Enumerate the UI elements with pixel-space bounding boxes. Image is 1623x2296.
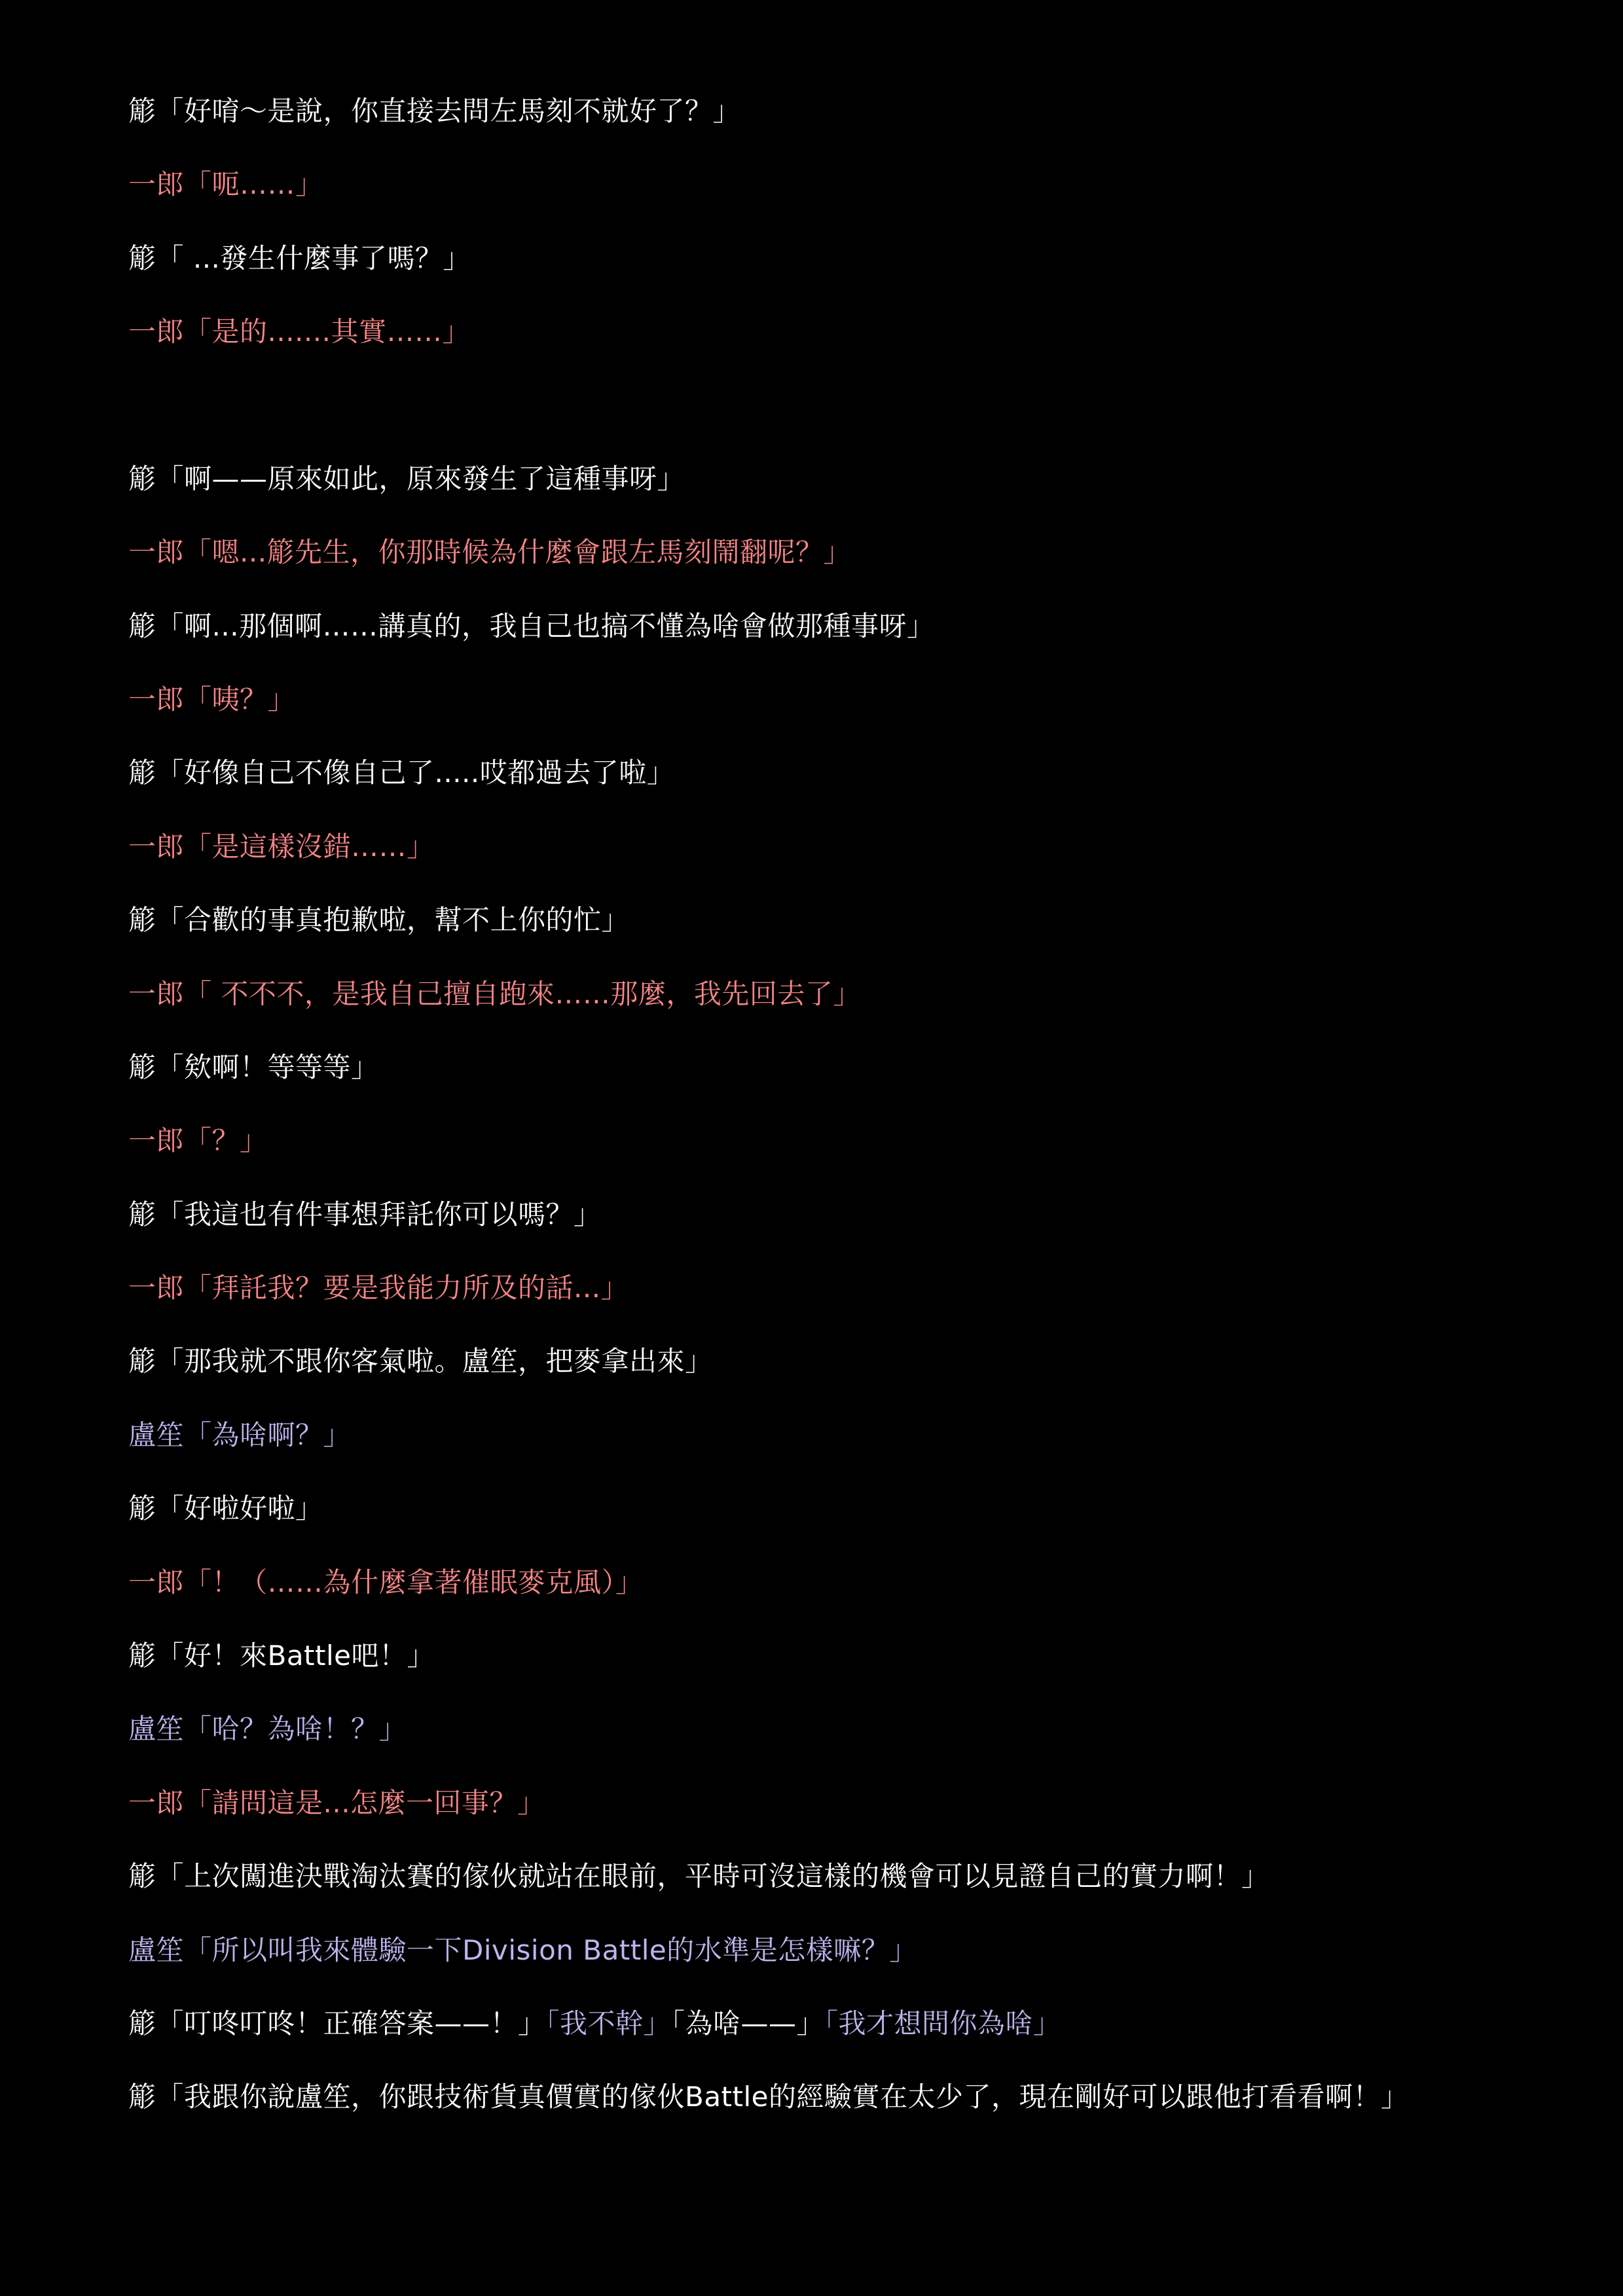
dialogue-segment: 一郎「咦？」 <box>128 683 296 715</box>
dialogue-segment: 一郎「嗯...簓先生，你那時候為什麼會跟左馬刻鬧翻呢？」 <box>128 536 852 569</box>
dialogue-line <box>128 1934 1595 1967</box>
dialogue-line <box>128 610 1595 643</box>
dialogue-segment: 盧笙「所以叫我來體驗一下Division Battle的水準是怎樣嘛？」 <box>128 1933 917 1966</box>
dialogue-segment: 簓「我跟你說盧笙，你跟技術貨真價實的傢伙Battle的經驗實在太少了，現在剛好可以跟他打看看啊！」 <box>128 2081 1409 2113</box>
dialogue-line <box>128 904 1595 937</box>
dialogue-line <box>128 978 1595 1011</box>
dialogue-segment: 簓「啊...那個啊……講真的，我自己也搞不懂為啥會做那種事呀」 <box>128 609 935 642</box>
dialogue-line <box>128 1051 1595 1084</box>
dialogue-line <box>128 1492 1595 1525</box>
dialogue-segment: 簓「叮咚叮咚！正確答案——！」 <box>128 2007 546 2039</box>
dialogue-segment: 一郎「！（……為什麼拿著催眠麥克風）」 <box>128 1566 644 1598</box>
dialogue-segment: 簓「欸啊！等等等」 <box>128 1050 379 1083</box>
dialogue-line <box>128 1272 1595 1304</box>
dialogue-segment: 簓「 ...發生什麼事了嗎？」 <box>128 242 471 274</box>
dialogue-segment: 盧笙「哈？為啥！？」 <box>128 1713 407 1746</box>
dialogue-segment: 簓「好啦好啦」 <box>128 1492 323 1525</box>
dialogue-line <box>128 757 1595 789</box>
dialogue-line <box>128 2007 1595 2040</box>
dialogue-segment: 「我不幹」 <box>545 2007 672 2039</box>
dialogue-transcript <box>128 95 1595 2155</box>
dialogue-segment: 一郎「是的.......其實……」 <box>128 315 470 348</box>
dialogue-line <box>128 315 1595 348</box>
dialogue-segment: 「我才想問你為啥」 <box>824 2007 1061 2039</box>
dialogue-segment: 簓「上次闖進決戰淘汰賽的傢伙就站在眼前，平時可沒這樣的機會可以見證自己的實力啊！」 <box>128 1860 1269 1893</box>
dialogue-segment: 簓「我這也有件事想拜託你可以嗎？」 <box>128 1198 602 1230</box>
dialogue-segment: 一郎「呃……」 <box>128 168 323 201</box>
dialogue-line <box>128 1198 1595 1231</box>
dialogue-segment: 簓「那我就不跟你客氣啦。盧笙，把麥拿出來」 <box>128 1345 713 1378</box>
dialogue-segment: 簓「好！來Battle吧！」 <box>128 1640 435 1672</box>
dialogue-line <box>128 1787 1595 1820</box>
dialogue-line <box>128 463 1595 495</box>
dialogue-line <box>128 1713 1595 1746</box>
dialogue-segment: 簓「啊——原來如此，原來發生了這種事呀」 <box>128 462 685 495</box>
dialogue-line <box>128 95 1595 128</box>
dialogue-segment: 「為啥——」 <box>671 2007 825 2039</box>
dialogue-segment: 一郎「 不不不，是我自己擅自跑來……那麼，我先回去了」 <box>128 977 861 1010</box>
dialogue-segment: 簓「好唷～是說，你直接去問左馬刻不就好了？」 <box>128 95 741 127</box>
dialogue-segment: 一郎「拜託我？要是我能力所及的話...」 <box>128 1272 629 1304</box>
dialogue-line <box>128 242 1595 275</box>
dialogue-line <box>128 1345 1595 1378</box>
dialogue-line <box>128 536 1595 569</box>
dialogue-segment: 簓「合歡的事真抱歉啦，幫不上你的忙」 <box>128 904 630 937</box>
dialogue-segment: 盧笙「為啥啊？」 <box>128 1418 352 1451</box>
dialogue-line <box>128 1860 1595 1893</box>
dialogue-line <box>128 683 1595 716</box>
dialogue-segment: 簓「好像自己不像自己了.....哎都過去了啦」 <box>128 757 675 789</box>
dialogue-line <box>128 1640 1595 1672</box>
dialogue-line <box>128 1566 1595 1599</box>
dialogue-line <box>128 1124 1595 1157</box>
dialogue-segment: 一郎「是這樣沒錯……」 <box>128 830 435 863</box>
dialogue-line <box>128 168 1595 201</box>
dialogue-line <box>128 831 1595 863</box>
dialogue-segment: 一郎「請問這是...怎麼一回事？」 <box>128 1786 545 1819</box>
dialogue-line <box>128 1419 1595 1452</box>
dialogue-line <box>128 2081 1595 2113</box>
dialogue-segment: 一郎「？」 <box>128 1124 268 1157</box>
